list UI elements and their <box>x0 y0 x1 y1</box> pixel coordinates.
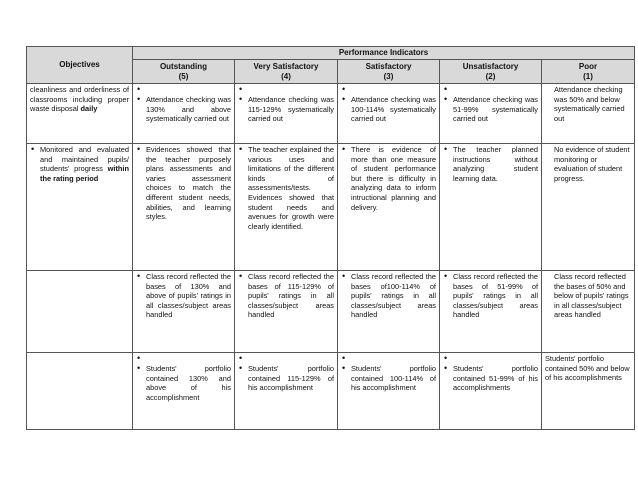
indicator-cell <box>338 144 440 271</box>
objective-cell <box>27 144 133 271</box>
empty-bullet <box>238 354 334 364</box>
indicator-cell <box>440 353 542 430</box>
empty-bullet <box>341 354 436 364</box>
indicator-cell <box>440 271 542 353</box>
level-header-unsatisfactory <box>440 60 542 84</box>
indicator-text: • Attendance checking was 130% and above systematically carried out <box>136 95 231 124</box>
indicator-text: • Class record reflected the bases of 130% and above of pupils' ratings in all classes/subject areas handled <box>136 272 231 320</box>
indicator-cell-poor <box>542 84 635 144</box>
indicator-text: • Class record reflected the bases of 51-99% of pupils' ratings in all classes/subject areas handled <box>443 272 538 320</box>
table-row <box>27 271 635 353</box>
indicator-text: • The teacher planned instructions without analyzing student learning data. <box>443 145 538 183</box>
objective-bold-text: within the rating period <box>40 164 129 183</box>
level-name: Unsatisfactory <box>462 61 519 71</box>
empty-bullet <box>136 85 231 95</box>
empty-bullet <box>341 85 436 95</box>
indicator-text: • Students' portfolio contained 115-129% of his accomplishment <box>238 364 334 393</box>
indicator-cell-poor <box>542 353 635 430</box>
indicator-text: • Class record reflected the bases of 115-129% of pupils' ratings in all classes/subject areas handled <box>238 272 334 320</box>
performance-rubric-table <box>26 46 635 430</box>
performance-indicators-header: Performance Indicators <box>133 47 635 60</box>
indicator-cell <box>133 271 235 353</box>
indicator-cell <box>440 84 542 144</box>
indicator-text: • Attendance checking was 100-114% systematically carried out <box>341 95 436 124</box>
level-name: Satisfactory <box>365 61 412 71</box>
indicator-cell-poor <box>542 144 635 271</box>
level-score: (4) <box>281 71 291 81</box>
table-row <box>27 84 635 144</box>
indicator-cell <box>235 353 338 430</box>
indicator-text: Class record reflected the bases of 50% and below of pupils' ratings in all classes/subject areas handled <box>554 272 629 320</box>
empty-bullet <box>238 85 334 95</box>
objective-cell-empty <box>27 271 133 353</box>
indicator-cell <box>235 84 338 144</box>
level-name: Outstanding <box>159 61 208 71</box>
indicator-text: • Students' portfolio contained 51-99% of his accomplishments <box>443 364 538 393</box>
empty-bullet <box>443 354 538 364</box>
level-score: (2) <box>485 71 496 81</box>
level-header-outstanding <box>133 60 235 84</box>
objective-cell <box>27 84 133 144</box>
objective-text: cleanliness and orderliness of classrooms including proper waste disposal <box>30 85 129 114</box>
objective-cell-empty <box>27 353 133 430</box>
indicator-cell-poor <box>542 271 635 353</box>
indicator-cell <box>133 144 235 271</box>
indicator-cell <box>440 144 542 271</box>
indicator-text: • The teacher explained the various uses and limitations of the different kinds of assessments/tests. Evidences showed that student needs and avenues for growth were clearly identified. <box>238 145 334 231</box>
level-score: (5) <box>178 71 189 81</box>
empty-bullet <box>443 85 538 95</box>
objective-text: Monitored and evaluated and maintained pupils/ students' progress <box>40 145 129 174</box>
indicator-text: • Attendance checking was 115-129% systematically carried out <box>238 95 334 124</box>
level-header-satisfactory <box>338 60 440 84</box>
indicator-cell <box>235 271 338 353</box>
table-row <box>27 144 635 271</box>
level-score: (1) <box>583 71 593 81</box>
indicator-cell <box>338 353 440 430</box>
indicator-text: • Attendance checking was 51-99% systematically carried out <box>443 95 538 124</box>
objectives-header: Objectives <box>27 47 133 84</box>
indicator-cell <box>133 353 235 430</box>
indicator-text: • Evidences showed that the teacher purposely plans assessments and varies assessment choices to match the different student needs, abilities, and learning styles. <box>136 145 231 222</box>
objective-bold-text: daily <box>80 104 98 114</box>
level-name: Very Satisfactory <box>253 61 319 71</box>
level-header-poor <box>542 60 635 84</box>
indicator-cell <box>338 84 440 144</box>
level-header-very-satisfactory <box>235 60 338 84</box>
indicator-text: No evidence of student monitoring or evaluation of student progress. <box>554 145 630 183</box>
indicator-cell <box>338 271 440 353</box>
table-row <box>27 353 635 430</box>
indicator-text: • Class record reflected the bases of100-114% of pupils' ratings in all classes/subject areas handled <box>341 272 436 320</box>
indicator-text: • Students' portfolio contained 130% and above of his accomplishment <box>136 364 231 402</box>
indicator-cell <box>235 144 338 271</box>
level-score: (3) <box>383 71 394 81</box>
empty-bullet <box>136 354 231 364</box>
indicator-text: Attendance checking was 50% and below systematically carried out <box>554 85 625 123</box>
indicator-text: • Students' portfolio contained 100-114% of his accomplishment <box>341 364 436 393</box>
objective-text-block <box>30 145 129 183</box>
indicator-cell <box>133 84 235 144</box>
level-name: Poor <box>578 61 598 71</box>
indicator-text: • There is evidence of more than one measure of student performance but there is difficulty in analyzing data to inform intructional planning and delivery. <box>341 145 436 212</box>
indicator-text: Students' portfolio contained 50% and below of his accomplishments <box>545 354 630 383</box>
